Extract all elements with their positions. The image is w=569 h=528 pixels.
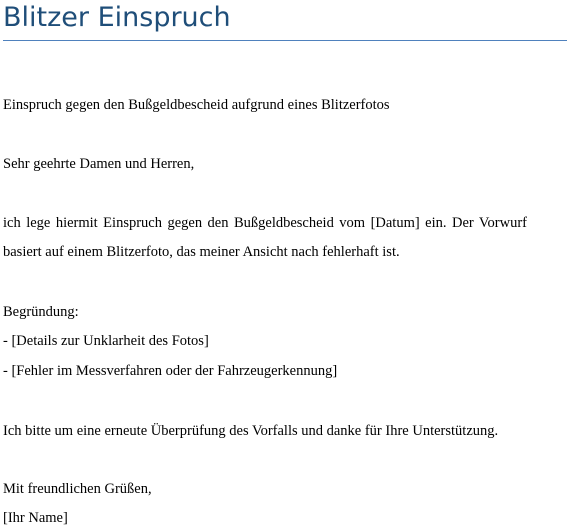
reason-heading: Begründung: bbox=[3, 304, 79, 320]
reason-item: - [Fehler im Messverfahren oder der Fahrzeugerkennung] bbox=[3, 363, 338, 379]
title-underline bbox=[3, 40, 567, 41]
closing-line: Mit freundlichen Grüßen, bbox=[3, 481, 152, 497]
reason-item: - [Details zur Unklarheit des Fotos] bbox=[3, 333, 209, 349]
document-title: Blitzer Einspruch bbox=[3, 2, 231, 33]
signature-placeholder: [Ihr Name] bbox=[3, 510, 68, 526]
request-line: Ich bitte um eine erneute Überprüfung des Vorfalls und danke für Ihre Unterstützung. bbox=[3, 423, 499, 439]
subject-line: Einspruch gegen den Bußgeldbescheid aufgrund eines Blitzerfotos bbox=[3, 97, 390, 113]
salutation: Sehr geehrte Damen und Herren, bbox=[3, 156, 195, 172]
body-line-2: basiert auf einem Blitzerfoto, das meiner Ansicht nach fehlerhaft ist. bbox=[3, 244, 400, 260]
body-line-1: ich lege hiermit Einspruch gegen den Bußgeldbescheid vom [Datum] ein. Der Vorwurf bbox=[3, 215, 527, 231]
